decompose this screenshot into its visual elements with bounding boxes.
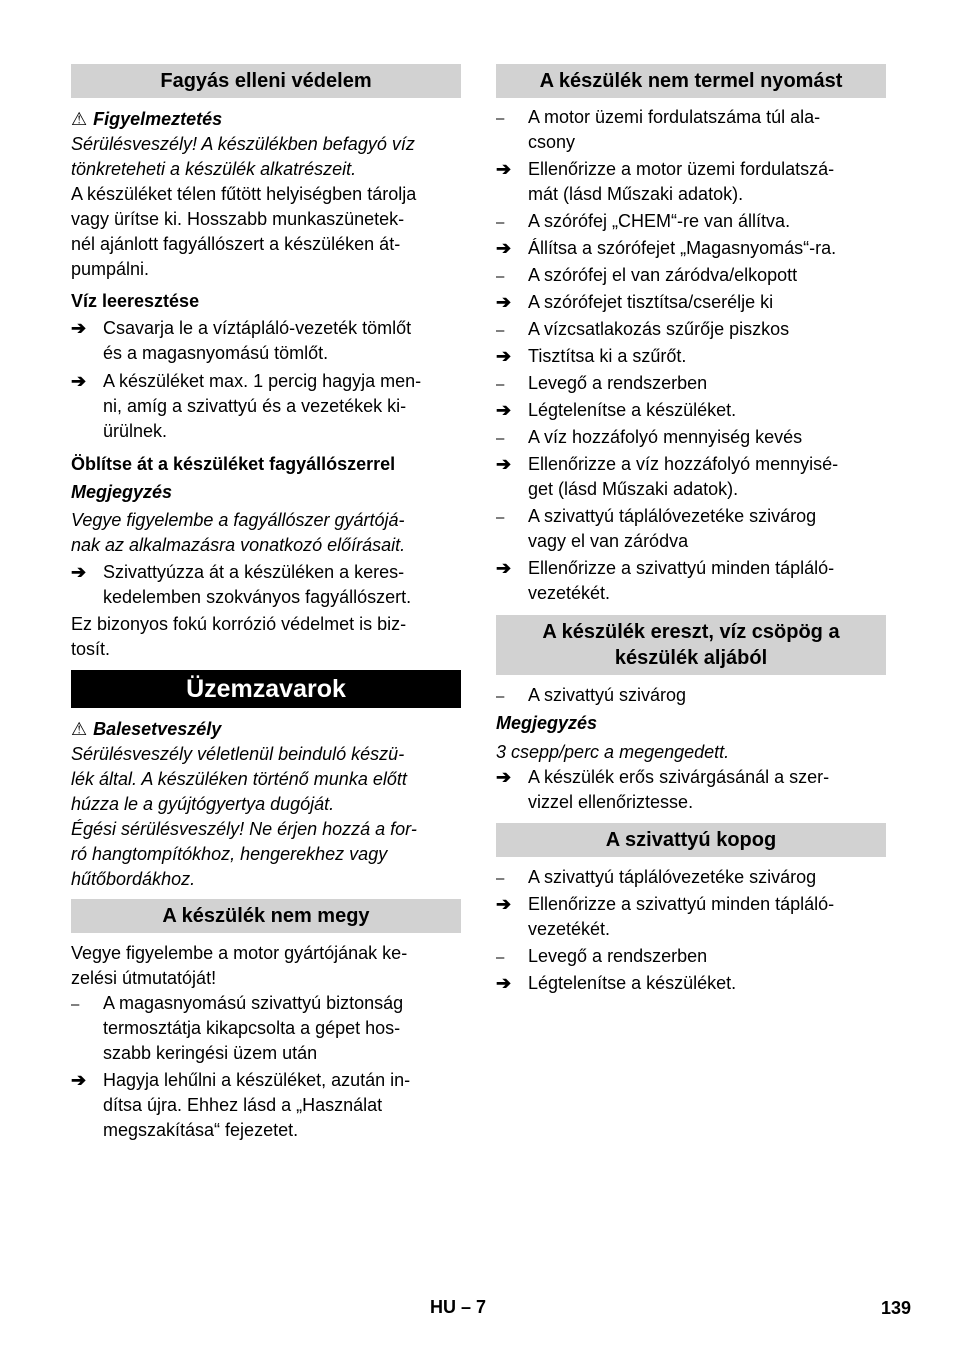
- arrow-icon: ➔: [496, 159, 512, 179]
- rinse-note-label: Megjegyzés: [71, 482, 173, 502]
- right-column: [496, 64, 886, 996]
- warning-label: Figyelmeztetés: [93, 109, 223, 129]
- list-item-text: A szivattyú táplálóvezetéke szivárog vagy el van záródva: [528, 506, 817, 551]
- leak-step: ➔ A készülék erős szivárgásánál a szer- vizzel ellenőriztesse.: [496, 767, 830, 812]
- list-item: [496, 944, 886, 969]
- list-item-text: Ellenőrizze a szivattyú minden tápláló- vezetékét.: [528, 558, 835, 603]
- drain-step-2: ➔ A készüléket max. 1 percig hagyja men- ni, amíg a szivattyú és a vezetékek ki- ürülnek.: [71, 371, 422, 441]
- arrow-icon: ➔: [496, 973, 512, 993]
- list-item-text: A szivattyú táplálóvezetéke szivárog: [528, 867, 817, 887]
- dash-icon: –: [496, 268, 505, 285]
- warning-frost: [71, 107, 461, 132]
- list-item: [496, 157, 886, 207]
- list-item: [71, 1068, 461, 1143]
- dash-icon: –: [496, 110, 505, 127]
- arrow-icon: ➔: [496, 292, 512, 312]
- list-item: [496, 398, 886, 423]
- list-item: [71, 991, 461, 1066]
- section-heading-no-pressure: A készülék nem termel nyomást: [496, 64, 886, 98]
- list-item-text: A vízcsatlakozás szűrője piszkos: [528, 319, 790, 339]
- arrow-icon: ➔: [496, 767, 512, 787]
- list-item-text: Hagyja lehűlni a készüléket, azután in- dítsa újra. Ehhez lásd a „Használat megszakítása“ fejezetet.: [103, 1070, 411, 1140]
- footer-page-number: 139: [880, 1298, 911, 1318]
- warning-danger: [71, 717, 461, 742]
- list-item: [496, 892, 886, 942]
- list-item-text: Tisztítsa ki a szűrőt.: [528, 346, 687, 366]
- dash-icon: –: [496, 949, 505, 966]
- section-heading-pump-knocks: A szivattyú kopog: [496, 823, 886, 857]
- arrow-icon: ➔: [71, 1070, 87, 1090]
- rinse-heading: Öblítse át a készüléket fagyállószerrel: [71, 454, 396, 474]
- arrow-icon: ➔: [71, 371, 87, 391]
- list-item-text: A szórófejet tisztítsa/cserélje ki: [528, 292, 774, 312]
- leak-item: – A szivattyú szivárog: [496, 683, 886, 708]
- dash-icon: –: [496, 430, 505, 447]
- frost-warning-text: Sérülésveszély! A készülékben befagyó víz tönkreteheti a készülék alkatrészeit.: [71, 134, 415, 179]
- list-item-text: Állítsa a szórófejet „Magasnyomás“-ra.: [528, 238, 837, 258]
- list-item: [496, 209, 886, 234]
- list-item-text: A víz hozzáfolyó mennyiség kevés: [528, 427, 803, 447]
- danger-text: Sérülésveszély véletlenül beinduló készü- lék által. A készüléken történő munka előtt húzza le a gyújtógyertya dugóját. Égési sérülésveszély! Ne érjen hozzá a for- ró hangtompítókhoz, hengerekhez vagy hűtőbordákhoz.: [71, 744, 417, 889]
- list-item-text: Ellenőrizze a motor üzemi fordulatszá- mát (lásd Műszaki adatok).: [528, 159, 835, 204]
- list-item: [496, 504, 886, 554]
- list-item-text: Ellenőrizze a víz hozzáfolyó mennyisé- get (lásd Műszaki adatok).: [528, 454, 839, 499]
- list-item: [496, 344, 886, 369]
- arrow-icon: ➔: [496, 894, 512, 914]
- list-item: [496, 236, 886, 261]
- drain-heading: Víz leeresztése: [71, 291, 200, 311]
- arrow-icon: ➔: [496, 346, 512, 366]
- no-pressure-list: [496, 105, 886, 606]
- list-item: [496, 452, 886, 502]
- chapter-heading-faults: Üzemzavarok: [71, 670, 461, 708]
- list-item-text: Ellenőrizze a szivattyú minden tápláló- vezetékét.: [528, 894, 835, 939]
- section-heading-frost-protection: Fagyás elleni védelem: [71, 64, 461, 98]
- list-item: [496, 105, 886, 155]
- arrow-icon: ➔: [496, 400, 512, 420]
- list-item: [496, 371, 886, 396]
- frost-body: A készüléket télen fűtött helyiségben tárolja vagy ürítse ki. Hosszabb munkaszünetek- nél ajánlott fagyállószert a készüléken át- pumpálni.: [71, 184, 417, 279]
- leak-note-label: Megjegyzés: [496, 713, 598, 733]
- dash-icon: –: [496, 870, 505, 887]
- not-running-list: [71, 991, 461, 1143]
- list-item-text: A magasnyomású szivattyú biztonság termosztátja kikapcsolta a gépet hos- szabb keringési üzem után: [103, 993, 404, 1063]
- arrow-icon: ➔: [71, 318, 87, 338]
- not-running-body: Vegye figyelembe a motor gyártójának ke- zelési útmutatóját!: [71, 943, 408, 988]
- list-item-text: Levegő a rendszerben: [528, 373, 708, 393]
- pump-knocks-list: [496, 865, 886, 996]
- warning-icon: ⚠: [71, 109, 88, 129]
- list-item: [496, 425, 886, 450]
- rinse-step: ➔ Szivattyúzza át a készüléken a keres- kedelemben szokványos fagyállószert.: [71, 562, 412, 607]
- list-item-text: Légtelenítse a készüléket.: [528, 973, 737, 993]
- list-item: [496, 317, 886, 342]
- dash-icon: –: [496, 376, 505, 393]
- drain-step-1: ➔ Csavarja le a víztápláló-vezeték tömlőt és a magasnyomású tömlőt.: [71, 318, 412, 363]
- list-item: [496, 556, 886, 606]
- list-item-text: A szórófej el van záródva/elkopott: [528, 265, 798, 285]
- arrow-icon: ➔: [496, 454, 512, 474]
- left-column: [71, 64, 461, 1143]
- list-item-text: A szórófej „CHEM“-re van állítva.: [528, 211, 791, 231]
- arrow-icon: ➔: [496, 558, 512, 578]
- footer-language-page: HU – 7: [430, 1297, 487, 1317]
- list-item-text: Légtelenítse a készüléket.: [528, 400, 737, 420]
- danger-label: Balesetveszély: [93, 719, 222, 739]
- section-heading-leak: A készülék ereszt, víz csöpög a készülék aljából: [496, 615, 886, 675]
- dash-icon: –: [496, 688, 505, 705]
- section-heading-not-running: A készülék nem megy: [71, 899, 461, 933]
- arrow-icon: ➔: [496, 238, 512, 258]
- dash-icon: –: [71, 996, 80, 1013]
- rinse-body: Ez bizonyos fokú korrózió védelmet is biz- tosít.: [71, 614, 407, 659]
- rinse-note-text: Vegye figyelembe a fagyállószer gyártójá- nak az alkalmazásra vonatkozó előírásait.: [71, 510, 406, 555]
- list-item-text: Levegő a rendszerben: [528, 946, 708, 966]
- dash-icon: –: [496, 214, 505, 231]
- list-item-text: A motor üzemi fordulatszáma túl ala- csony: [528, 107, 821, 152]
- warning-icon: ⚠: [71, 719, 88, 739]
- leak-note-text: 3 csepp/perc a megengedett.: [496, 742, 730, 762]
- dash-icon: –: [496, 509, 505, 526]
- list-item: [496, 971, 886, 996]
- list-item: [496, 263, 886, 288]
- dash-icon: –: [496, 322, 505, 339]
- arrow-icon: ➔: [71, 562, 87, 582]
- list-item: [496, 865, 886, 890]
- list-item: [496, 290, 886, 315]
